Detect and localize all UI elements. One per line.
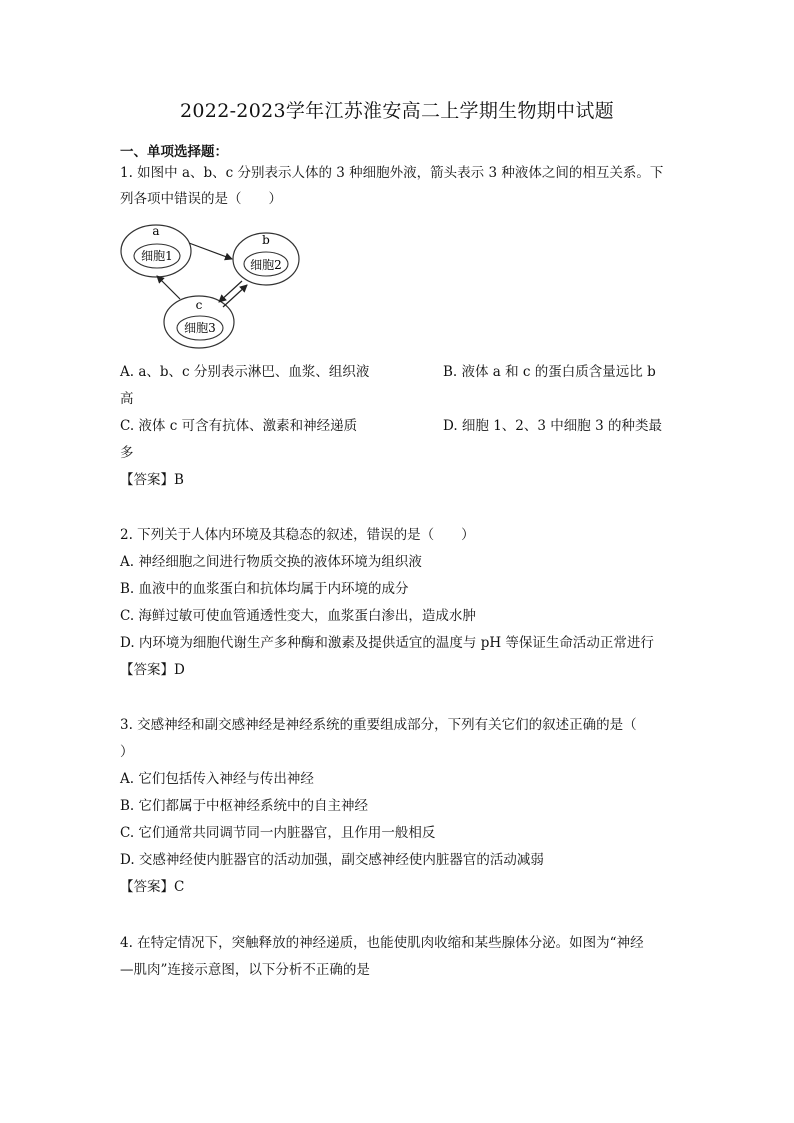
q2-option-c: C. 海鲜过敏可使血管通透性变大，血浆蛋白渗出，造成水肿 [120,608,476,624]
section-heading: 一、单项选择题： [120,144,228,160]
q1-answer: 【答案】B [120,472,184,488]
arrow-c-to-b [223,285,247,307]
label-c: c [195,298,203,312]
q2-answer: 【答案】D [120,662,185,678]
q1-option-a: A. a、b、c 分别表示淋巴、血浆、组织液 [120,364,370,380]
arrow-c-to-a [157,276,180,299]
q2-stem: 2. 下列关于人体内环境及其稳态的叙述，错误的是（ ） [120,527,475,543]
q2-option-d: D. 内环境为细胞代谢生产多种酶和激素及提供适宜的温度与 pH 等保证生命活动正常进行 [120,635,654,651]
q4-stem-line2: —肌肉”连接示意图，以下分析不正确的是 [120,962,370,978]
q1-option-b: B. 液体 a 和 c 的蛋白质含量远比 b [443,364,656,380]
q3-stem-line1: 3. 交感神经和副交感神经是神经系统的重要组成部分，下列有关它们的叙述正确的是（ [120,717,637,733]
q1-option-d-cont: 多 [120,445,134,461]
q2-option-b: B. 血液中的血浆蛋白和抗体均属于内环境的成分 [120,581,409,597]
label-a: a [152,224,160,238]
cell-2-label: 细胞2 [250,258,282,272]
q1-stem-line1: 1. 如图中 a、b、c 分别表示人体的 3 种细胞外液，箭头表示 3 种液体之间的相互关系。下 [120,165,664,181]
q4-stem-line1: 4. 在特定情况下，突触释放的神经递质，也能使肌肉收缩和某些腺体分泌。如图为“神经 [120,935,644,951]
q1-fluid-diagram [110,215,310,355]
q1-stem-line2: 列各项中错误的是（ ） [120,191,282,207]
q1-option-d: D. 细胞 1、2、3 中细胞 3 的种类最 [443,418,662,434]
q3-option-d: D. 交感神经使内脏器官的活动加强，副交感神经使内脏器官的活动减弱 [120,852,544,868]
q1-option-b-cont: 高 [120,391,134,407]
q3-option-c: C. 它们通常共同调节同一内脏器官，且作用一般相反 [120,825,436,841]
q3-option-b: B. 它们都属于中枢神经系统中的自主神经 [120,798,369,814]
label-b: b [262,233,270,247]
cell-1-label: 细胞1 [141,249,173,263]
document-title: 2022-2023学年江苏淮安高二上学期生物期中试题 [180,100,614,122]
q3-answer: 【答案】C [120,879,185,895]
q2-option-a: A. 神经细胞之间进行物质交换的液体环境为组织液 [120,554,422,570]
arrow-a-to-b [189,243,232,259]
cell-3-label: 细胞3 [184,321,216,335]
q3-stem-line2: ） [120,744,134,760]
arrow-b-to-c [219,281,242,302]
q1-option-c: C. 液体 c 可含有抗体、激素和神经递质 [120,418,358,434]
q3-option-a: A. 它们包括传入神经与传出神经 [120,771,314,787]
